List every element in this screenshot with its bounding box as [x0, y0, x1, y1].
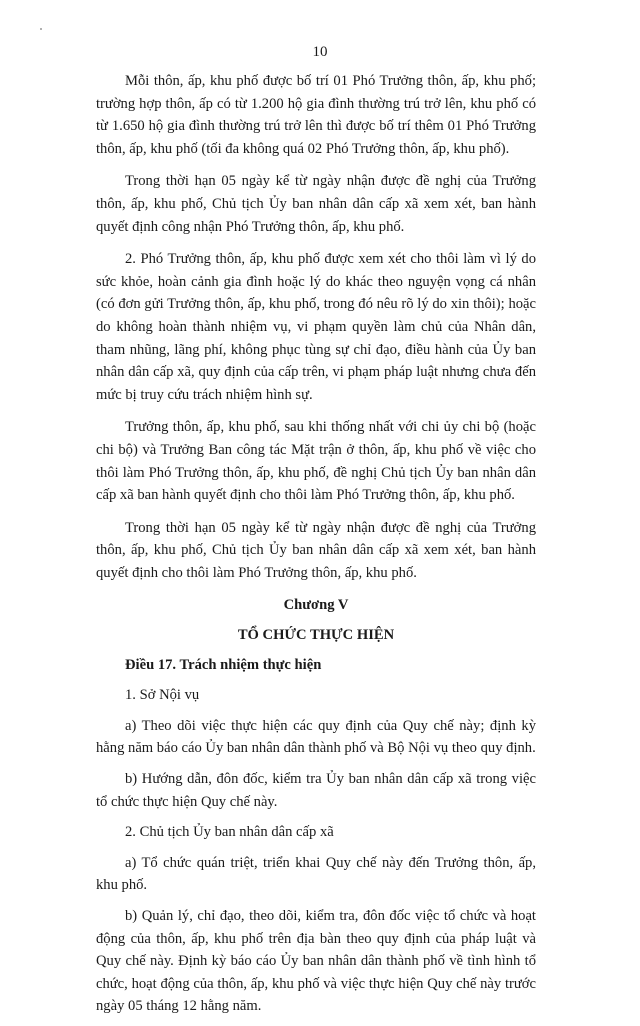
chapter-title: TỔ CHỨC THỰC HIỆN	[237, 627, 395, 644]
article-title: Điều 17. Trách nhiệm thực hiện	[125, 656, 322, 673]
paragraph-dismissal-proposal: Trưởng thôn, ấp, khu phố, sau khi thống nhất với chi ủy chi bộ (hoặc chi bộ) và Trưởng Ban công tác Mặt trận ở thôn, ấp, khu phố về việc cho thôi làm Phó Trưởng thôn, ấp, khu phố, đề nghị Chủ tịch Ủy ban nhân dân cấp xã ban hành quyết định cho thôi làm Phó Trưởng thôn, ấp, khu phố.	[96, 419, 536, 504]
item-2b: b) Quản lý, chỉ đạo, theo dõi, kiểm tra, đôn đốc việc tổ chức và hoạt động của thôn, ấp, khu phố trên địa bàn theo quy định của pháp luật và Quy chế này. Định kỳ báo cáo Ủy ban nhân dân thành phố về tình hình tổ chức, hoạt động của thôn, ấp, khu phố và việc thực hiện Quy chế này trước ngày 05 tháng 12 hằng năm.	[96, 908, 536, 1015]
paragraph-recognition-deadline: Trong thời hạn 05 ngày kể từ ngày nhận được đề nghị của Trưởng thôn, ấp, khu phố, Chủ tịch Ủy ban nhân dân cấp xã xem xét, ban hành quyết định công nhận Phó Trưởng thôn, ấp, khu phố.	[96, 173, 536, 235]
item-1a: a) Theo dõi việc thực hiện các quy định của Quy chế này; định kỳ hằng năm báo cáo Ủy ban nhân dân thành phố và Bộ Nội vụ theo quy định.	[96, 717, 536, 757]
item-1b: b) Hướng dẫn, đôn đốc, kiểm tra Ủy ban nhân dân cấp xã trong việc tổ chức thực hiện Quy chế này.	[96, 771, 536, 810]
paragraph-deputy-allocation: Mỗi thôn, ấp, khu phố được bố trí 01 Phó Trưởng thôn, ấp, khu phố; trường hợp thôn, ấp có từ 1.200 hộ gia đình thường trú trở lên, khu phố có từ 1.650 hộ gia đình thường trú trở lên thì được bố trí thêm 01 Phó Trưởng thôn, ấp, khu phố (tối đa không quá 02 Phó Trưởng thôn, ấp, khu phố).	[96, 73, 536, 157]
scan-speck	[40, 28, 42, 30]
section-department-of-home-affairs: 1. Sở Nội vụ	[125, 687, 200, 704]
paragraph-dismissal-grounds: 2. Phó Trưởng thôn, ấp, khu phố được xem xét cho thôi làm vì lý do sức khỏe, hoàn cảnh gia đình hoặc lý do khác theo nguyện vọng cá nhân (có đơn gửi Trưởng thôn, ấp, khu phố, trong đó nêu rõ lý do xin thôi); hoặc do không hoàn thành nhiệm vụ, vi phạm quyền làm chủ của Nhân dân, tham nhũng, lãng phí, không phục tùng sự chỉ đạo, điều hành của Ủy ban nhân dân cấp xã, quy định của cấp trên, vi phạm pháp luật nhưng chưa đến mức bị truy cứu trách nhiệm hình sự.	[96, 251, 536, 403]
page-number: 10	[312, 44, 328, 60]
item-2a: a) Tổ chức quán triệt, triển khai Quy chế này đến Trưởng thôn, ấp, khu phố.	[96, 854, 536, 894]
section-commune-chairman: 2. Chủ tịch Ủy ban nhân dân cấp xã	[125, 824, 334, 841]
paragraph-dismissal-deadline: Trong thời hạn 05 ngày kể từ ngày nhận được đề nghị của Trưởng thôn, ấp, khu phố, Chủ tịch Ủy ban nhân dân cấp xã xem xét, ban hành quyết định cho thôi làm Phó Trưởng thôn, ấp, khu phố.	[96, 519, 536, 581]
chapter-label: Chương V	[283, 597, 349, 614]
document-body	[96, 70, 536, 1026]
